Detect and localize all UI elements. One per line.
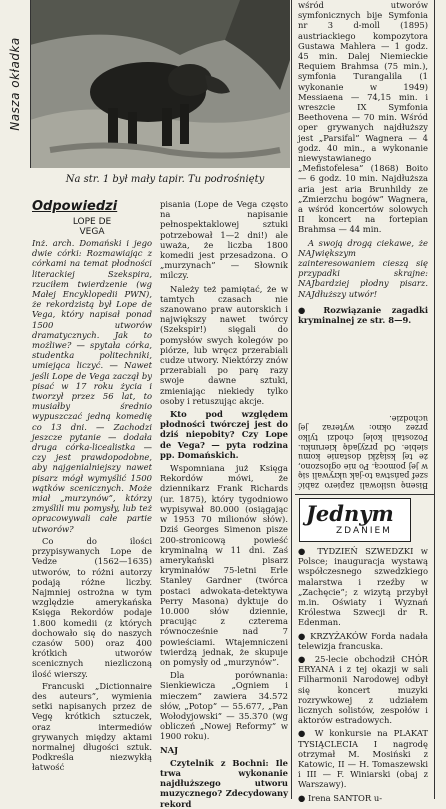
paragraph: Inż. arch. Domański i jego dwie córki: Rozmawiając z córkami na temat płodności literackiej Szekspira, rzuciłem twierdzenie (wg Małej Encyklopedii PWN), że rekordzistą był Lope de Vega, który napisał ponad 1500 utworów dramatycznych. Jak to możliwe? — spytała córka, studentka politechniki, umiejąca liczyć. — Nawet jeśli Lope de Vega zaczął by pisać w 17 roku życia i tworzył przez 56 lat, to musiałby średnio wypuszczać jedną komedię co 13 dni. — Zachodzi jeszcze pytanie — dodała druga córka-licealistka — czy jest prawdopodobne, aby najgenialniejszy nawet pisarz mógł wymyślić 1500 wątków scenicznych. Może miał „murzynów”, którzy zmyślili mu pomysły, lub też opracowywali całe partie utworów? <box>32 238 152 534</box>
bullet-icon: ● <box>298 546 318 556</box>
cover-label: Nasza okładka <box>8 37 22 131</box>
paragraph: A swoją drogą ciekawe, że NAJwiększym zainteresowaniem cieszą się przypadki skrajne: NAJbardziej płodny pisarz. NAJdłuższy utwór! <box>298 237 428 299</box>
jednym-zdaniem-box <box>299 498 411 542</box>
column-divider <box>291 0 292 799</box>
news-item: ● KRZYŻAKÓW Forda nadała telewizja francuska. <box>298 630 428 651</box>
paragraph: Bisenę usiłowali zapiero zabić szef państwa to-jak ukrywali się w jej pomocą. Po nie ogłoszono, że tej książki dostanie komu siebie. Od przyjadę kierunku. Pozostali kolej chodzi tylko przez okno: wyteraz jej uchodzie. <box>298 413 428 490</box>
bullet-icon: ● <box>298 654 315 665</box>
paragraph: Kto pod względem płodności twórczej jest do dziś niepobity? Czy Lope de Vega? — pyta rodzina pp. Domańskich. <box>160 409 288 460</box>
section-title: Odpowiedzi <box>32 199 118 214</box>
article-column-2 <box>160 199 288 809</box>
paragraph: Należy też pamiętać, że w tamtych czasach nie szanowano praw autorskich i największy nawet twórcy (Szekspir!) sięgali do pomysłów swych kolegów po piórze, lub wręcz przerabiali cudze utwory. Niektórzy znów przerabiali po parę razy swoje dawne sztuki, zmieniając niekiedy tylko osoby i retuszując akcje. <box>160 283 288 406</box>
bullet-icon: ● <box>298 304 324 315</box>
tapir-illustration <box>30 0 290 168</box>
paragraph: pisania (Lope de Vega często na napisanie pełnospektaklowej sztuki potrzebował 1—2 dni!) ale uważa, że liczba 1800 komedii jest przesadzona. O „murzynach” — Słownik milczy. <box>160 199 288 281</box>
news-item: ● W konkursie na PLAKAT TYSIĄCLECIA I nagrodę otrzymał M. Mosiński z Katowic, II — H. Tomaszewski i III — F. Winiarski (obaj z Warszawy). <box>298 728 428 790</box>
paragraph: wśród utworów symfonicznych bije Symfonia nr 3 d-moll (1895) austriackiego kompozytora Gustawa Mahlera — 1 godz. 45 min. Dalej Niemieckie Requiem Brahmsa (75 min.), symfonia Turangalila (1 wykonanie w 1949) Messiaena — 74,15 min. i wreszcie IX Symfonia Beethovena — 70 min. Wśród oper grywanych najdłuższy jest „Parsifal” Wagnera — 4 godz. 40 min., a wykonanie niewystawianego „Mefistofelesa” (1868) Boito — 6 godz. 10 min. Najdłuższa aria jest aria Brunhildy ze „Zmierzchu bogów” Wagnera, a wśród koncertów solowych II koncert na fortepian Brahmsa — 44 min. <box>298 0 428 235</box>
article-column-1 <box>32 238 152 798</box>
paragraph: Co do ilości przypisywanych Lope de Vedze (1562—1635) utworów, to różni autorzy podają różne liczby. Najmniej ostrożna w tym względzie amerykańska Księga Rekordów podaje 1.800 komedii (z których dochowało się do naszych czasów 500) oraz 400 krótkich utworów scenicznych niezliczoną ilość wierszy. <box>32 535 152 679</box>
bullet-item: ● Rozwiązanie zagadki kryminalnej ze str. 8—9. <box>298 304 428 326</box>
photo-caption: Na str. 1 był mały tapir. Tu podrośnięty <box>65 174 265 185</box>
article-column-3 <box>298 0 428 420</box>
bullet-icon: ● <box>298 792 308 803</box>
tapir-photo <box>30 0 290 168</box>
divider <box>30 0 31 168</box>
news-item: ● TYDZIEŃ SZWEDZKI w Polsce; inauguracja wystawą współczesnego szwedzkiego malarstwa i rzeźby w „Zachęcie”; z wizytą przybył m.in. Oświaty i Wyznań Królestwa Szwecji dr R. Edenman. <box>298 546 428 628</box>
news-item: ● 25-lecie obchodził CHÓR ERYANA i z tej okazji w sali Filharmonii Narodowej odbył się koncert muzyki rozrywkowej z udziałem licznych solistów, zespołów i aktorów estradowych. <box>298 654 428 726</box>
signature: NAJ <box>160 744 179 755</box>
news-column <box>298 546 428 803</box>
topic-heading: LOPE DE VEGA <box>72 217 112 237</box>
bullet-icon: ● <box>298 728 315 739</box>
paragraph: Dla porównania: Sienkiewicza „Ogniem i mieczem” zawiera 34.572 słów, „Potop” — 55.677, „Pan Wołodyjowski” — 35.370 (wg obliczeń „Nowej Reformy” w 1900 roku). <box>160 670 288 742</box>
right-edge-rule <box>434 0 435 799</box>
paragraph: Czytelnik z Bochni: Ile trwa wykonanie najdłuższego utworu muzycznego? Zdecydowany rekord <box>160 757 288 809</box>
upside-down-answer <box>298 380 428 490</box>
news-item: ● Irena SANTOR u- <box>298 792 383 803</box>
box-subtitle: ZDANIEM <box>336 526 392 536</box>
paragraph: Wspomniana już Księga Rekordów mówi, że dziennikarz Frank Richards (ur. 1875), który tygodniowo wypisywał 80.000 (osiągając w 1953 70 milionów słów). Dziś Georges Simenon pisze 200-stronicową powieść kryminalną w 11 dni. Zaś amerykański pisarz kryminałów 75-letni Erle Stanley Gardner (twórca postaci adwokata-detektywa Perry Masona) dyktuje do 10.000 słów dziennie, pracując z czterema równocześnie nad 7 powieściami. Wtajemniczeni twierdzą jednak, że skupuje on pomysły od „murzynów”. <box>160 463 288 667</box>
bullet-icon: ● <box>298 630 311 641</box>
box-title: Jednym <box>306 501 394 526</box>
paragraph: Francuski „Dictionnaire des auteurs”, wymienia setki napisanych przez de Vegę krótkich sztuczek, oraz intermediów grywanych między aktami normalnej długości sztuk. Podkreśla niezwykłą łatwość <box>32 680 152 773</box>
section-divider <box>295 494 435 495</box>
